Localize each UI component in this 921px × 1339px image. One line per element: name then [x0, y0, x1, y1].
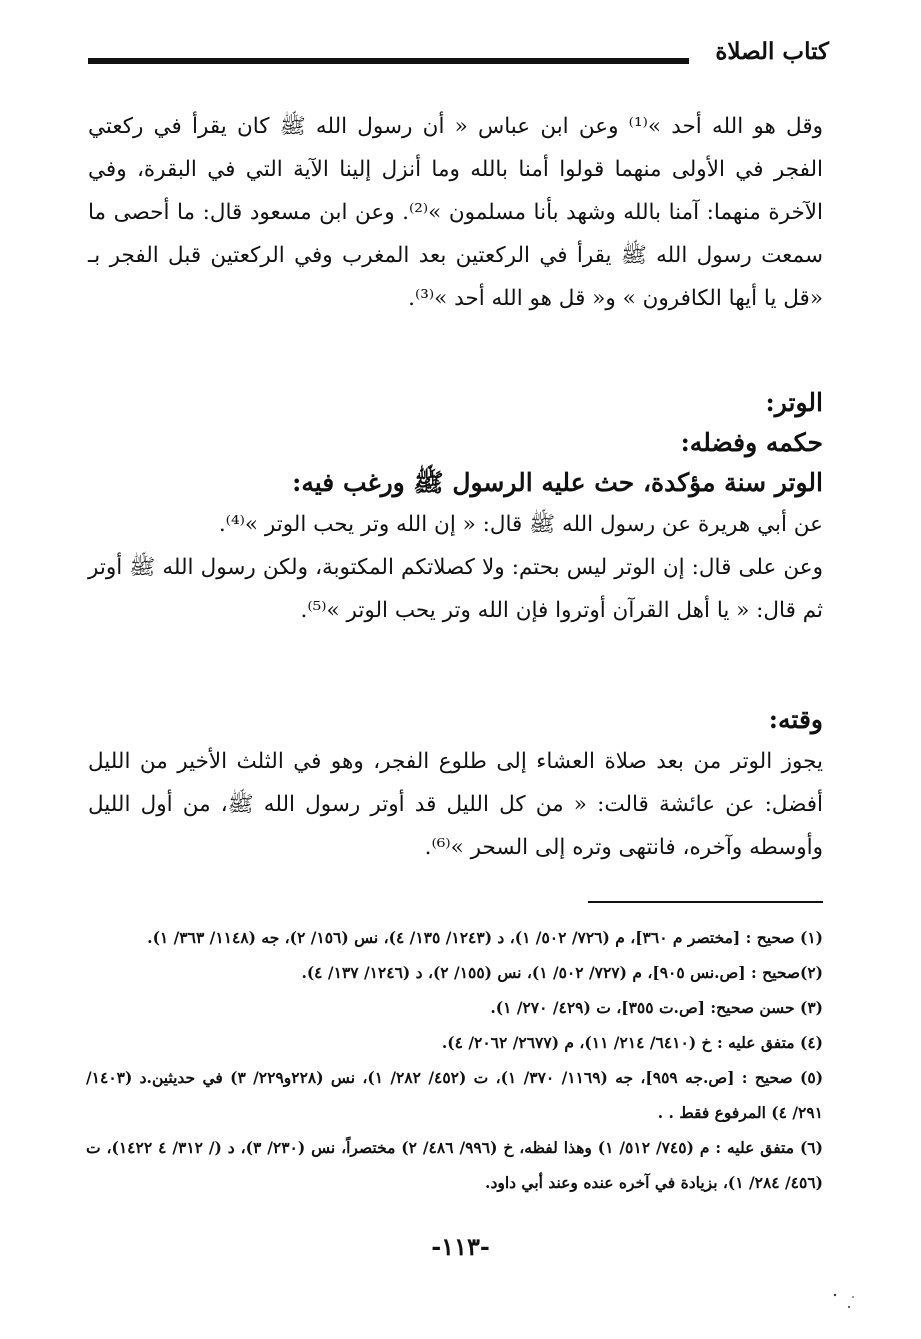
footnote: (٦) متفق عليه : م (٧٤٥/ ٥١٢/ ١) وهذا لفظه، خ (٩٩٦/ ٤٨٦/ ٢) مختصراً، نس (٢٣٠/ ٣)، د (/ ٣١٢/ ٤ ١٤٢٢)، ت (٤٥٦/ ٢٨٤/ ١)، بزيادة في آخره عنده وعند أبي داود. — [86, 1138, 823, 1192]
footnote: (٥) صحيح : [ص.جه ٩٥٩]، جه (١١٦٩/ ٣٧٠/ ١)، ت (٤٥٢/ ٢٨٢/ ١)، نس (٢٢٨و٢٢٩/ ٣) في حديثين.د (١٤٠٣/ ٢٩١/ ٤) المرفوع فقط . . — [86, 1068, 824, 1122]
time-section — [88, 700, 823, 869]
footnote-separator — [588, 901, 823, 903]
page-number: -١١٣- — [431, 1232, 490, 1261]
header-rule — [88, 58, 689, 64]
time-paragraph: يجوز الوتر من بعد صلاة العشاء إلى طلوع الفجر، وهو في الثلث الأخير من الليل أفضل: عن عائشة قالت: « من كل الليل قد أوتر رسول الله ﷺ، من أول الليل وأوسطه وآخره، فانتهى وتره إلى السحر »⁽⁶⁾. — [88, 749, 823, 860]
witr-section — [88, 383, 823, 632]
footnote: (٢)صحيح : [ص.نس ٩٠٥]، م (٧٢٧/ ٥٠٢/ ١)، نس (١٥٥/ ٢)، د (١٢٤٦/ ١٣٧/ ٤). — [301, 963, 823, 982]
witr-lead: الوتر سنة مؤكدة، حث عليه الرسول ﷺ ورغب فيه: — [292, 468, 823, 497]
time-heading: وقته: — [768, 705, 823, 734]
witr-subheading: حكمه وفضله: — [680, 428, 823, 457]
witr-hadith-1: عن أبي هريرة عن رسول الله ﷺ قال: « إن الله وتر يحب الوتر »⁽⁴⁾. — [218, 512, 823, 537]
footnotes — [86, 920, 823, 1200]
running-header — [88, 38, 829, 78]
witr-hadith-2: وعن على قال: إن الوتر ليس بحتم: ولا كصلاتكم المكتوبة، ولكن رسول الله ﷺ أوتر ثم قال: « يا أهل القرآن أوتروا فإن الله وتر يحب الوتر »⁽⁵⁾. — [88, 555, 823, 623]
scan-speck-marks — [829, 1289, 859, 1319]
footnote: (٣) حسن صحيح: [ص.ت ٣٥٥]، ت (٤٢٩/ ٢٧٠/ ١). — [490, 998, 823, 1017]
witr-heading: الوتر: — [765, 388, 823, 417]
footnote: (٤) متفق عليه : خ (٦٤١٠/ ٢١٤/ ١١)، م (٢٦٧٧/ ٢٠٦٢/ ٤). — [441, 1033, 823, 1052]
opening-paragraph: وقل هو الله أحد »⁽¹⁾ وعن ابن عباس « أن رسول الله ﷺ كان يقرأ في ركعتي الفجر في الأولى منهما قولوا أمنا بالله وما أنزل إلينا الآية التي في البقرة، وفي الآخرة منهما: آمنا بالله وشهد بأنا مسلمون »⁽²⁾. وعن ابن مسعود قال: ما أحصى ما سمعت رسول الله ﷺ يقرأ في الركعتين بعد المغرب وفي الركعتين قبل الفجر بـ «قل يا أيها الكافرون » و« قل هو الله أحد »⁽³⁾. — [88, 114, 823, 311]
chapter-title: كتاب الصلاة — [715, 38, 829, 65]
footnote: (١) صحيح : [مختصر م ٣٦٠]، م (٧٢٦/ ٥٠٢/ ١)، د (١٢٤٣/ ١٣٥/ ٤)، نس (١٥٦/ ٢)، جه (١١٤٨/ ٣٦٣/ ١). — [147, 928, 823, 947]
